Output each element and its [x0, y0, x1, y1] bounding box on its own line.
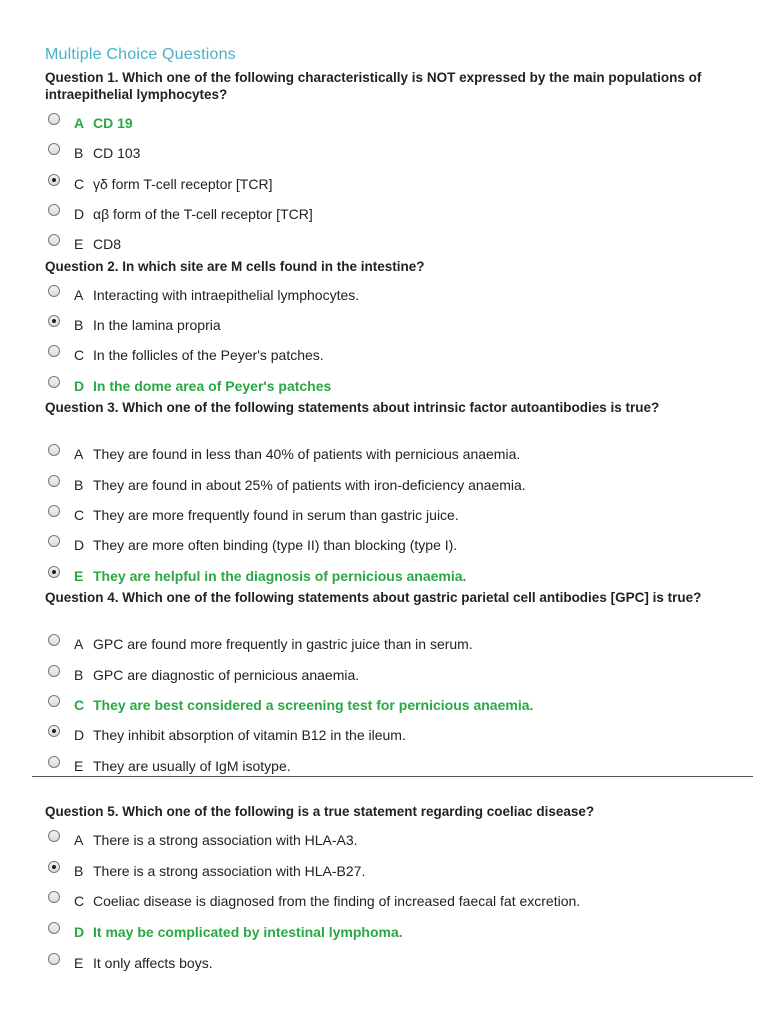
q4-option-e[interactable]	[48, 755, 291, 777]
radio-icon[interactable]	[48, 665, 60, 677]
option-letter: B	[74, 667, 84, 683]
option-letter: E	[74, 568, 84, 584]
option-letter: A	[74, 115, 85, 131]
option-letter: D	[74, 206, 85, 222]
q1-option-c[interactable]	[48, 173, 272, 195]
option-letter: A	[74, 636, 84, 652]
option-text: GPC are found more frequently in gastric juice than in serum.	[93, 636, 473, 652]
radio-icon[interactable]	[48, 444, 60, 456]
option-text: It only affects boys.	[93, 955, 213, 971]
page-divider	[32, 776, 753, 777]
radio-icon[interactable]	[48, 861, 60, 873]
question-1-text: Question 1. Which one of the following characteristically is NOT expressed by the main populations of intraepithelial lymphocytes?	[45, 70, 702, 102]
option-letter: C	[74, 697, 85, 713]
option-letter: E	[74, 758, 84, 774]
q4-option-d[interactable]	[48, 724, 406, 746]
radio-icon[interactable]	[48, 830, 60, 842]
q3-option-c[interactable]	[48, 504, 459, 526]
radio-icon[interactable]	[48, 345, 60, 357]
option-letter: B	[74, 477, 84, 493]
q3-option-e[interactable]	[48, 565, 466, 587]
q2-option-c[interactable]	[48, 344, 324, 366]
option-text: CD 103	[93, 145, 141, 161]
option-letter: B	[74, 317, 84, 333]
option-text: αβ form of the T-cell receptor [TCR]	[93, 206, 313, 222]
radio-icon[interactable]	[48, 315, 60, 327]
q5-option-b[interactable]	[48, 860, 365, 882]
q1-option-a[interactable]	[48, 112, 133, 134]
q5-option-d[interactable]	[48, 921, 403, 943]
radio-icon[interactable]	[48, 475, 60, 487]
q2-option-b[interactable]	[48, 314, 221, 336]
option-text: There is a strong association with HLA-B27.	[93, 863, 366, 879]
radio-icon[interactable]	[48, 505, 60, 517]
q3-option-b[interactable]	[48, 474, 526, 496]
option-letter: E	[74, 955, 84, 971]
option-text: Interacting with intraepithelial lymphocytes.	[93, 287, 360, 303]
q2-option-a[interactable]	[48, 284, 359, 306]
option-text: They are best considered a screening test for pernicious anaemia.	[93, 697, 534, 713]
q4-option-a[interactable]	[48, 633, 473, 655]
page-title: Multiple Choice Questions	[45, 46, 236, 63]
option-text: It may be complicated by intestinal lymphoma.	[93, 924, 403, 940]
option-letter: A	[74, 832, 84, 848]
option-text: In the lamina propria	[93, 317, 221, 333]
question-4-text: Question 4. Which one of the following statements about gastric parietal cell antibodies [GPC] is true?	[45, 590, 702, 605]
radio-icon[interactable]	[48, 143, 60, 155]
radio-icon[interactable]	[48, 174, 60, 186]
q1-option-d[interactable]	[48, 203, 313, 225]
option-letter: D	[74, 924, 85, 940]
question-5-text: Question 5. Which one of the following is a true statement regarding coeliac disease?	[45, 804, 595, 819]
radio-icon[interactable]	[48, 204, 60, 216]
option-letter: A	[74, 287, 84, 303]
radio-icon[interactable]	[48, 634, 60, 646]
option-text: They are found in about 25% of patients with iron-deficiency anaemia.	[93, 477, 526, 493]
radio-icon[interactable]	[48, 725, 60, 737]
option-text: They are found in less than 40% of patients with pernicious anaemia.	[93, 446, 521, 462]
radio-icon[interactable]	[48, 922, 60, 934]
q1-option-b[interactable]	[48, 142, 140, 164]
question-3-text: Question 3. Which one of the following statements about intrinsic factor autoantibodies is true?	[45, 400, 660, 415]
radio-icon[interactable]	[48, 535, 60, 547]
option-text: γδ form T-cell receptor [TCR]	[93, 176, 273, 192]
option-letter: C	[74, 347, 85, 363]
option-letter: D	[74, 378, 85, 394]
option-text: They are more often binding (type II) than blocking (type I).	[93, 537, 458, 553]
option-text: They are more frequently found in serum than gastric juice.	[93, 507, 459, 523]
option-text: They are usually of IgM isotype.	[93, 758, 291, 774]
radio-icon[interactable]	[48, 234, 60, 246]
option-text: Coeliac disease is diagnosed from the finding of increased faecal fat excretion.	[93, 893, 581, 909]
radio-icon[interactable]	[48, 695, 60, 707]
option-letter: B	[74, 863, 84, 879]
radio-icon[interactable]	[48, 285, 60, 297]
q1-option-e[interactable]	[48, 233, 121, 255]
q5-option-a[interactable]	[48, 829, 358, 851]
option-letter: E	[74, 236, 84, 252]
radio-icon[interactable]	[48, 376, 60, 388]
option-letter: C	[74, 507, 85, 523]
radio-icon[interactable]	[48, 953, 60, 965]
option-text: CD8	[93, 236, 122, 252]
radio-icon[interactable]	[48, 756, 60, 768]
option-letter: B	[74, 145, 84, 161]
radio-icon[interactable]	[48, 566, 60, 578]
q2-option-d[interactable]	[48, 375, 331, 397]
option-letter: C	[74, 893, 85, 909]
radio-icon[interactable]	[48, 891, 60, 903]
q5-option-e[interactable]	[48, 952, 213, 974]
q3-option-d[interactable]	[48, 534, 457, 556]
q4-option-c[interactable]	[48, 694, 533, 716]
option-text: They inhibit absorption of vitamin B12 in the ileum.	[93, 727, 406, 743]
option-letter: A	[74, 446, 84, 462]
option-letter: D	[74, 537, 85, 553]
option-text: They are helpful in the diagnosis of pernicious anaemia.	[93, 568, 467, 584]
option-letter: D	[74, 727, 85, 743]
option-letter: C	[74, 176, 85, 192]
option-text: In the dome area of Peyer's patches	[93, 378, 332, 394]
q5-option-c[interactable]	[48, 890, 580, 912]
option-text: There is a strong association with HLA-A3.	[93, 832, 358, 848]
q3-option-a[interactable]	[48, 443, 520, 465]
q4-option-b[interactable]	[48, 664, 359, 686]
option-text: In the follicles of the Peyer's patches.	[93, 347, 324, 363]
option-text: CD 19	[93, 115, 133, 131]
radio-icon[interactable]	[48, 113, 60, 125]
question-2-text: Question 2. In which site are M cells found in the intestine?	[45, 259, 425, 274]
option-text: GPC are diagnostic of pernicious anaemia.	[93, 667, 360, 683]
